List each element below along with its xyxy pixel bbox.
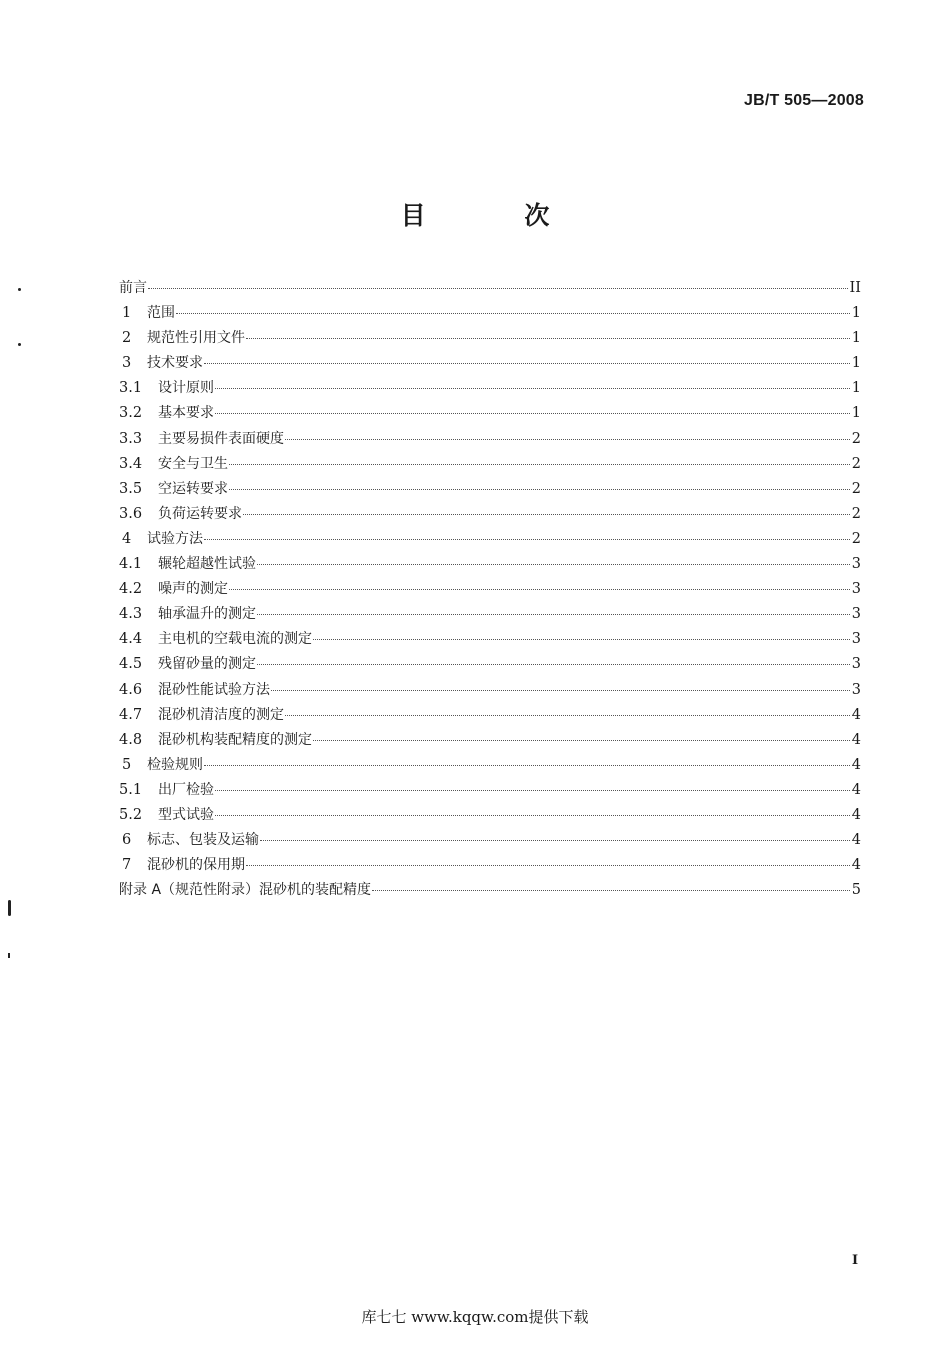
toc-entry[interactable] [119, 778, 861, 803]
dot-leader [260, 839, 850, 841]
toc-entry-number: 3.4 [119, 455, 143, 472]
toc-entry-number: 3.2 [119, 405, 143, 422]
toc-entry[interactable] [119, 577, 861, 602]
toc-entry-title: 噪声的测定 [158, 581, 228, 598]
toc-entry-title: 标志、包装及运输 [147, 832, 259, 849]
toc-entry[interactable] [119, 853, 861, 878]
toc-entry-page: 5 [851, 882, 861, 899]
toc-entry-page: 4 [851, 731, 861, 748]
toc-entry-number: 4 [122, 530, 132, 547]
dot-leader [313, 739, 850, 741]
toc-entry[interactable] [119, 878, 861, 903]
dot-leader [204, 362, 850, 364]
toc-entry-number: 5.1 [119, 781, 143, 798]
toc-entry-title: 范围 [147, 305, 175, 322]
toc-entry-title: 混砂机清洁度的测定 [158, 706, 284, 723]
toc-entry[interactable] [119, 703, 861, 728]
toc-entry-number: 4.3 [119, 606, 143, 623]
toc-entry-number: 5 [122, 756, 132, 773]
dot-leader [257, 663, 850, 665]
toc-entry[interactable] [119, 452, 861, 477]
dot-leader [257, 563, 850, 565]
toc-entry-number: 3.3 [119, 430, 143, 447]
toc-entry-page: 4 [851, 832, 861, 849]
toc-entry-page: 2 [851, 455, 861, 472]
toc-entry-page: 1 [851, 405, 861, 422]
toc-entry-page: 1 [851, 330, 861, 347]
toc-entry-number: 3.5 [119, 480, 143, 497]
toc-entry[interactable] [119, 376, 861, 401]
toc-entry-title: 附录 A（规范性附录）混砂机的装配精度 [119, 882, 372, 899]
dot-leader [313, 638, 850, 640]
toc-entry[interactable] [119, 602, 861, 627]
toc-entry-page: 3 [851, 606, 861, 623]
toc-entry-page: 4 [851, 781, 861, 798]
toc-entry-page: 3 [851, 581, 861, 598]
toc-entry[interactable] [119, 502, 861, 527]
toc-entry[interactable] [119, 652, 861, 677]
toc-entry-page: 4 [851, 857, 861, 874]
toc-entry-page: 3 [851, 556, 861, 573]
dot-leader [229, 588, 850, 590]
toc-entry[interactable] [119, 527, 861, 552]
toc-entry-number: 1 [122, 305, 132, 322]
toc-entry-title: 基本要求 [158, 405, 214, 422]
dot-leader [229, 488, 850, 490]
toc-entry-title: 空运转要求 [158, 480, 228, 497]
toc-entry[interactable] [119, 326, 861, 351]
dot-leader [285, 438, 850, 440]
dot-leader [215, 387, 850, 389]
toc-entry-number: 5.2 [119, 806, 143, 823]
toc-entry[interactable] [119, 627, 861, 652]
toc-entry-page: 2 [851, 505, 861, 522]
toc-entry-title: 设计原则 [158, 380, 214, 397]
toc-entry[interactable] [119, 427, 861, 452]
toc-entry-title: 混砂机的保用期 [147, 857, 245, 874]
toc-entry-title: 混砂机构装配精度的测定 [158, 731, 312, 748]
page-title: 目 次 [400, 201, 595, 230]
toc-entry-page: 2 [851, 480, 861, 497]
dot-leader [176, 312, 850, 314]
toc-entry-number: 6 [122, 832, 132, 849]
page-number: I [852, 1253, 859, 1268]
toc-entry[interactable] [119, 828, 861, 853]
dot-leader [285, 714, 850, 716]
toc-entry[interactable] [119, 477, 861, 502]
toc-entry-title: 规范性引用文件 [147, 330, 245, 347]
toc-entry-page: 4 [851, 806, 861, 823]
toc-entry-page: 1 [851, 355, 861, 372]
toc-entry-number: 3.1 [119, 380, 143, 397]
toc-entry-page: 3 [851, 656, 861, 673]
toc-entry-number: 3.6 [119, 505, 143, 522]
toc-entry-title: 混砂性能试验方法 [158, 681, 270, 698]
toc-entry-number: 4.8 [119, 731, 143, 748]
toc-entry-title: 轴承温升的测定 [158, 606, 256, 623]
toc-entry[interactable] [119, 803, 861, 828]
table-of-contents [119, 276, 861, 903]
dot-leader [148, 287, 848, 289]
dot-leader [215, 814, 850, 816]
dot-leader [215, 789, 850, 791]
toc-entry[interactable] [119, 351, 861, 376]
toc-entry-title: 出厂检验 [158, 781, 214, 798]
toc-entry[interactable] [119, 678, 861, 703]
toc-entry-title: 技术要求 [147, 355, 203, 372]
toc-entry-title: 检验规则 [147, 756, 203, 773]
toc-entry-title: 辗轮超越性试验 [158, 556, 256, 573]
footer-download-note: 库七七 www.kqqw.com提供下载 [361, 1308, 589, 1326]
toc-entry-number: 3 [122, 355, 132, 372]
scan-speck [8, 900, 11, 916]
scan-speck [8, 953, 10, 958]
toc-entry[interactable] [119, 276, 861, 301]
toc-entry-number: 4.4 [119, 631, 143, 648]
dot-leader [204, 764, 850, 766]
standard-code: JB/T 505—2008 [743, 92, 864, 109]
toc-entry-page: 2 [851, 530, 861, 547]
toc-entry-title: 主电机的空载电流的测定 [158, 631, 312, 648]
toc-entry[interactable] [119, 301, 861, 326]
dot-leader [243, 513, 850, 515]
dot-leader [204, 538, 850, 540]
toc-entry-page: 4 [851, 756, 861, 773]
toc-entry-title: 安全与卫生 [158, 455, 228, 472]
toc-entry-title: 主要易损件表面硬度 [158, 430, 284, 447]
dot-leader [229, 463, 850, 465]
dot-leader [246, 864, 850, 866]
toc-entry[interactable] [119, 552, 861, 577]
toc-entry-page: 1 [851, 305, 861, 322]
toc-entry-title: 前言 [119, 280, 147, 296]
scan-speck [18, 343, 21, 346]
toc-entry-title: 残留砂量的测定 [158, 656, 256, 673]
dot-leader [271, 689, 850, 691]
toc-entry-page: 3 [851, 631, 861, 648]
toc-entry-number: 7 [122, 857, 132, 874]
dot-leader [257, 613, 850, 615]
toc-entry-page: 3 [851, 681, 861, 698]
dot-leader [372, 889, 850, 891]
toc-entry-number: 4.2 [119, 581, 143, 598]
toc-entry-number: 4.7 [119, 706, 143, 723]
dot-leader [215, 412, 850, 414]
toc-entry[interactable] [119, 728, 861, 753]
dot-leader [246, 337, 850, 339]
toc-entry-title: 试验方法 [147, 530, 203, 547]
toc-entry-number: 4.1 [119, 556, 143, 573]
scan-speck [18, 288, 21, 291]
toc-entry[interactable] [119, 401, 861, 426]
toc-entry-title: 负荷运转要求 [158, 505, 242, 522]
toc-entry-page: II [849, 280, 861, 296]
toc-entry[interactable] [119, 753, 861, 778]
toc-entry-page: 4 [851, 706, 861, 723]
toc-entry-number: 4.6 [119, 681, 143, 698]
toc-entry-number: 4.5 [119, 656, 143, 673]
toc-entry-page: 1 [851, 380, 861, 397]
toc-entry-number: 2 [122, 330, 132, 347]
toc-entry-page: 2 [851, 430, 861, 447]
toc-entry-title: 型式试验 [158, 806, 214, 823]
